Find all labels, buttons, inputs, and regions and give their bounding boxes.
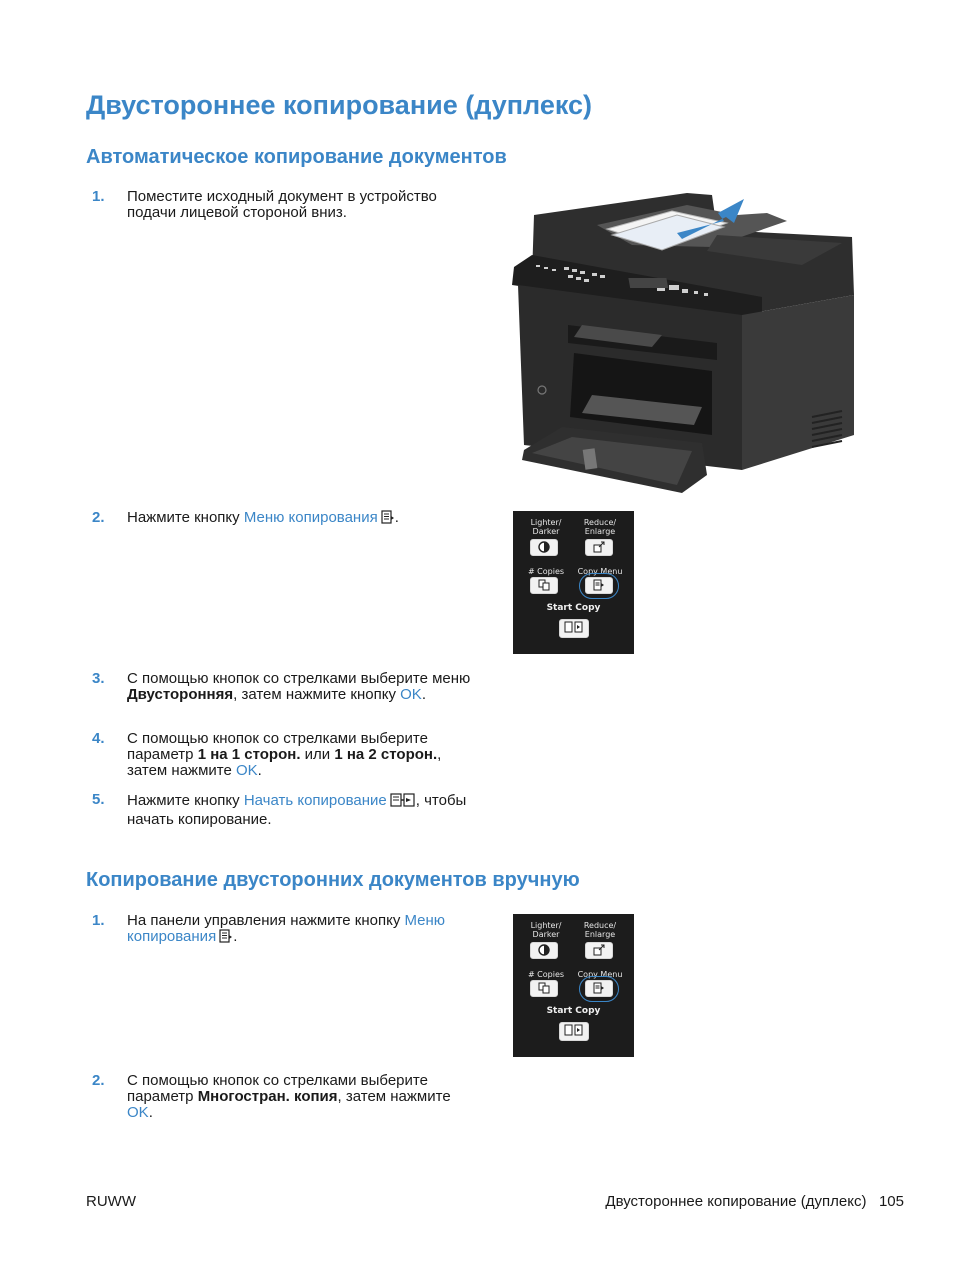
start-copy-button [559, 619, 589, 638]
list-item [92, 1073, 472, 1121]
copy-menu-label: Copy Menu [577, 567, 623, 576]
control-panel-image [513, 914, 634, 1057]
printer-illustration [512, 185, 858, 495]
lighter-darker-button [530, 942, 558, 959]
step-text: На панели управления нажмите кнопку Меню копирования . [127, 913, 472, 948]
step-text: Поместите исходный документ в устройство подачи лицевой стороной вниз. [127, 188, 437, 221]
list-item [92, 671, 472, 703]
contrast-icon [538, 541, 550, 553]
step-number: 2. [92, 1072, 105, 1089]
copies-label: # Copies [527, 567, 565, 576]
step-number: 1. [92, 188, 105, 205]
copies-button [530, 577, 558, 594]
list-item [92, 913, 472, 948]
list-item [92, 792, 472, 828]
start-copy-label: Start Copy [546, 603, 601, 613]
reduce-enlarge-label: Reduce/ Enlarge [583, 518, 617, 536]
step-number: 4. [92, 730, 105, 747]
copies-icon [538, 982, 550, 994]
copy-menu-icon [219, 929, 233, 948]
start-copy-button [559, 1022, 589, 1041]
list-item [92, 731, 472, 779]
step-text: Нажмите кнопку Меню копирования . [127, 510, 472, 529]
contrast-icon [538, 944, 550, 956]
start-copy-icon [564, 621, 584, 634]
lighter-darker-button [530, 539, 558, 556]
copies-button [530, 980, 558, 997]
step-number: 5. [92, 791, 105, 808]
lighter-darker-label: Lighter/ Darker [530, 921, 562, 939]
highlight-ring [579, 573, 619, 599]
list-item [92, 510, 472, 529]
step-text: С помощью кнопок со стрелками выберите параметр Многостран. копия, затем нажмите OK. [127, 1072, 451, 1121]
copy-menu-link: Меню копирования [127, 912, 446, 945]
start-copy-link: Начать копирование [243, 792, 387, 809]
list-item [92, 189, 472, 221]
step-number: 3. [92, 670, 105, 687]
copies-icon [538, 579, 550, 591]
copies-label: # Copies [527, 970, 565, 979]
ok-link: OK [400, 686, 422, 703]
copy-menu-icon [381, 510, 395, 529]
reduce-enlarge-button [585, 942, 613, 959]
start-copy-label: Start Copy [546, 1006, 601, 1016]
page-title: Двустороннее копирование (дуплекс) [86, 90, 592, 120]
section-heading-manual: Копирование двусторонних документов вручную [86, 869, 580, 891]
footer-right: Двустороннее копирование (дуплекс) 105 [605, 1193, 904, 1210]
step-text: С помощью кнопок со стрелками выберите параметр 1 на 1 сторон. или 1 на 2 сторон., затем нажмите OK. [127, 730, 442, 779]
ok-link: OK [235, 762, 258, 779]
highlight-ring [579, 976, 619, 1002]
resize-icon [593, 944, 605, 956]
ok-link: OK [127, 1104, 149, 1121]
start-copy-icon [390, 792, 416, 812]
lighter-darker-label: Lighter/ Darker [530, 518, 562, 536]
control-panel-image [513, 511, 634, 654]
section-heading-auto: Автоматическое копирование документов [86, 146, 507, 168]
reduce-enlarge-label: Reduce/ Enlarge [583, 921, 617, 939]
step-text: Нажмите кнопку Начать копирование , чтобы начать копирование. [127, 792, 467, 828]
reduce-enlarge-button [585, 539, 613, 556]
footer-left: RUWW [86, 1193, 136, 1210]
step-text: С помощью кнопок со стрелками выберите меню Двусторонняя, затем нажмите кнопку OK. [127, 670, 471, 703]
copy-menu-label: Copy Menu [577, 970, 623, 979]
copy-menu-link: Меню копирования [243, 509, 378, 526]
step-number: 1. [92, 912, 105, 929]
step-number: 2. [92, 509, 105, 526]
start-copy-icon [564, 1024, 584, 1037]
resize-icon [593, 541, 605, 553]
